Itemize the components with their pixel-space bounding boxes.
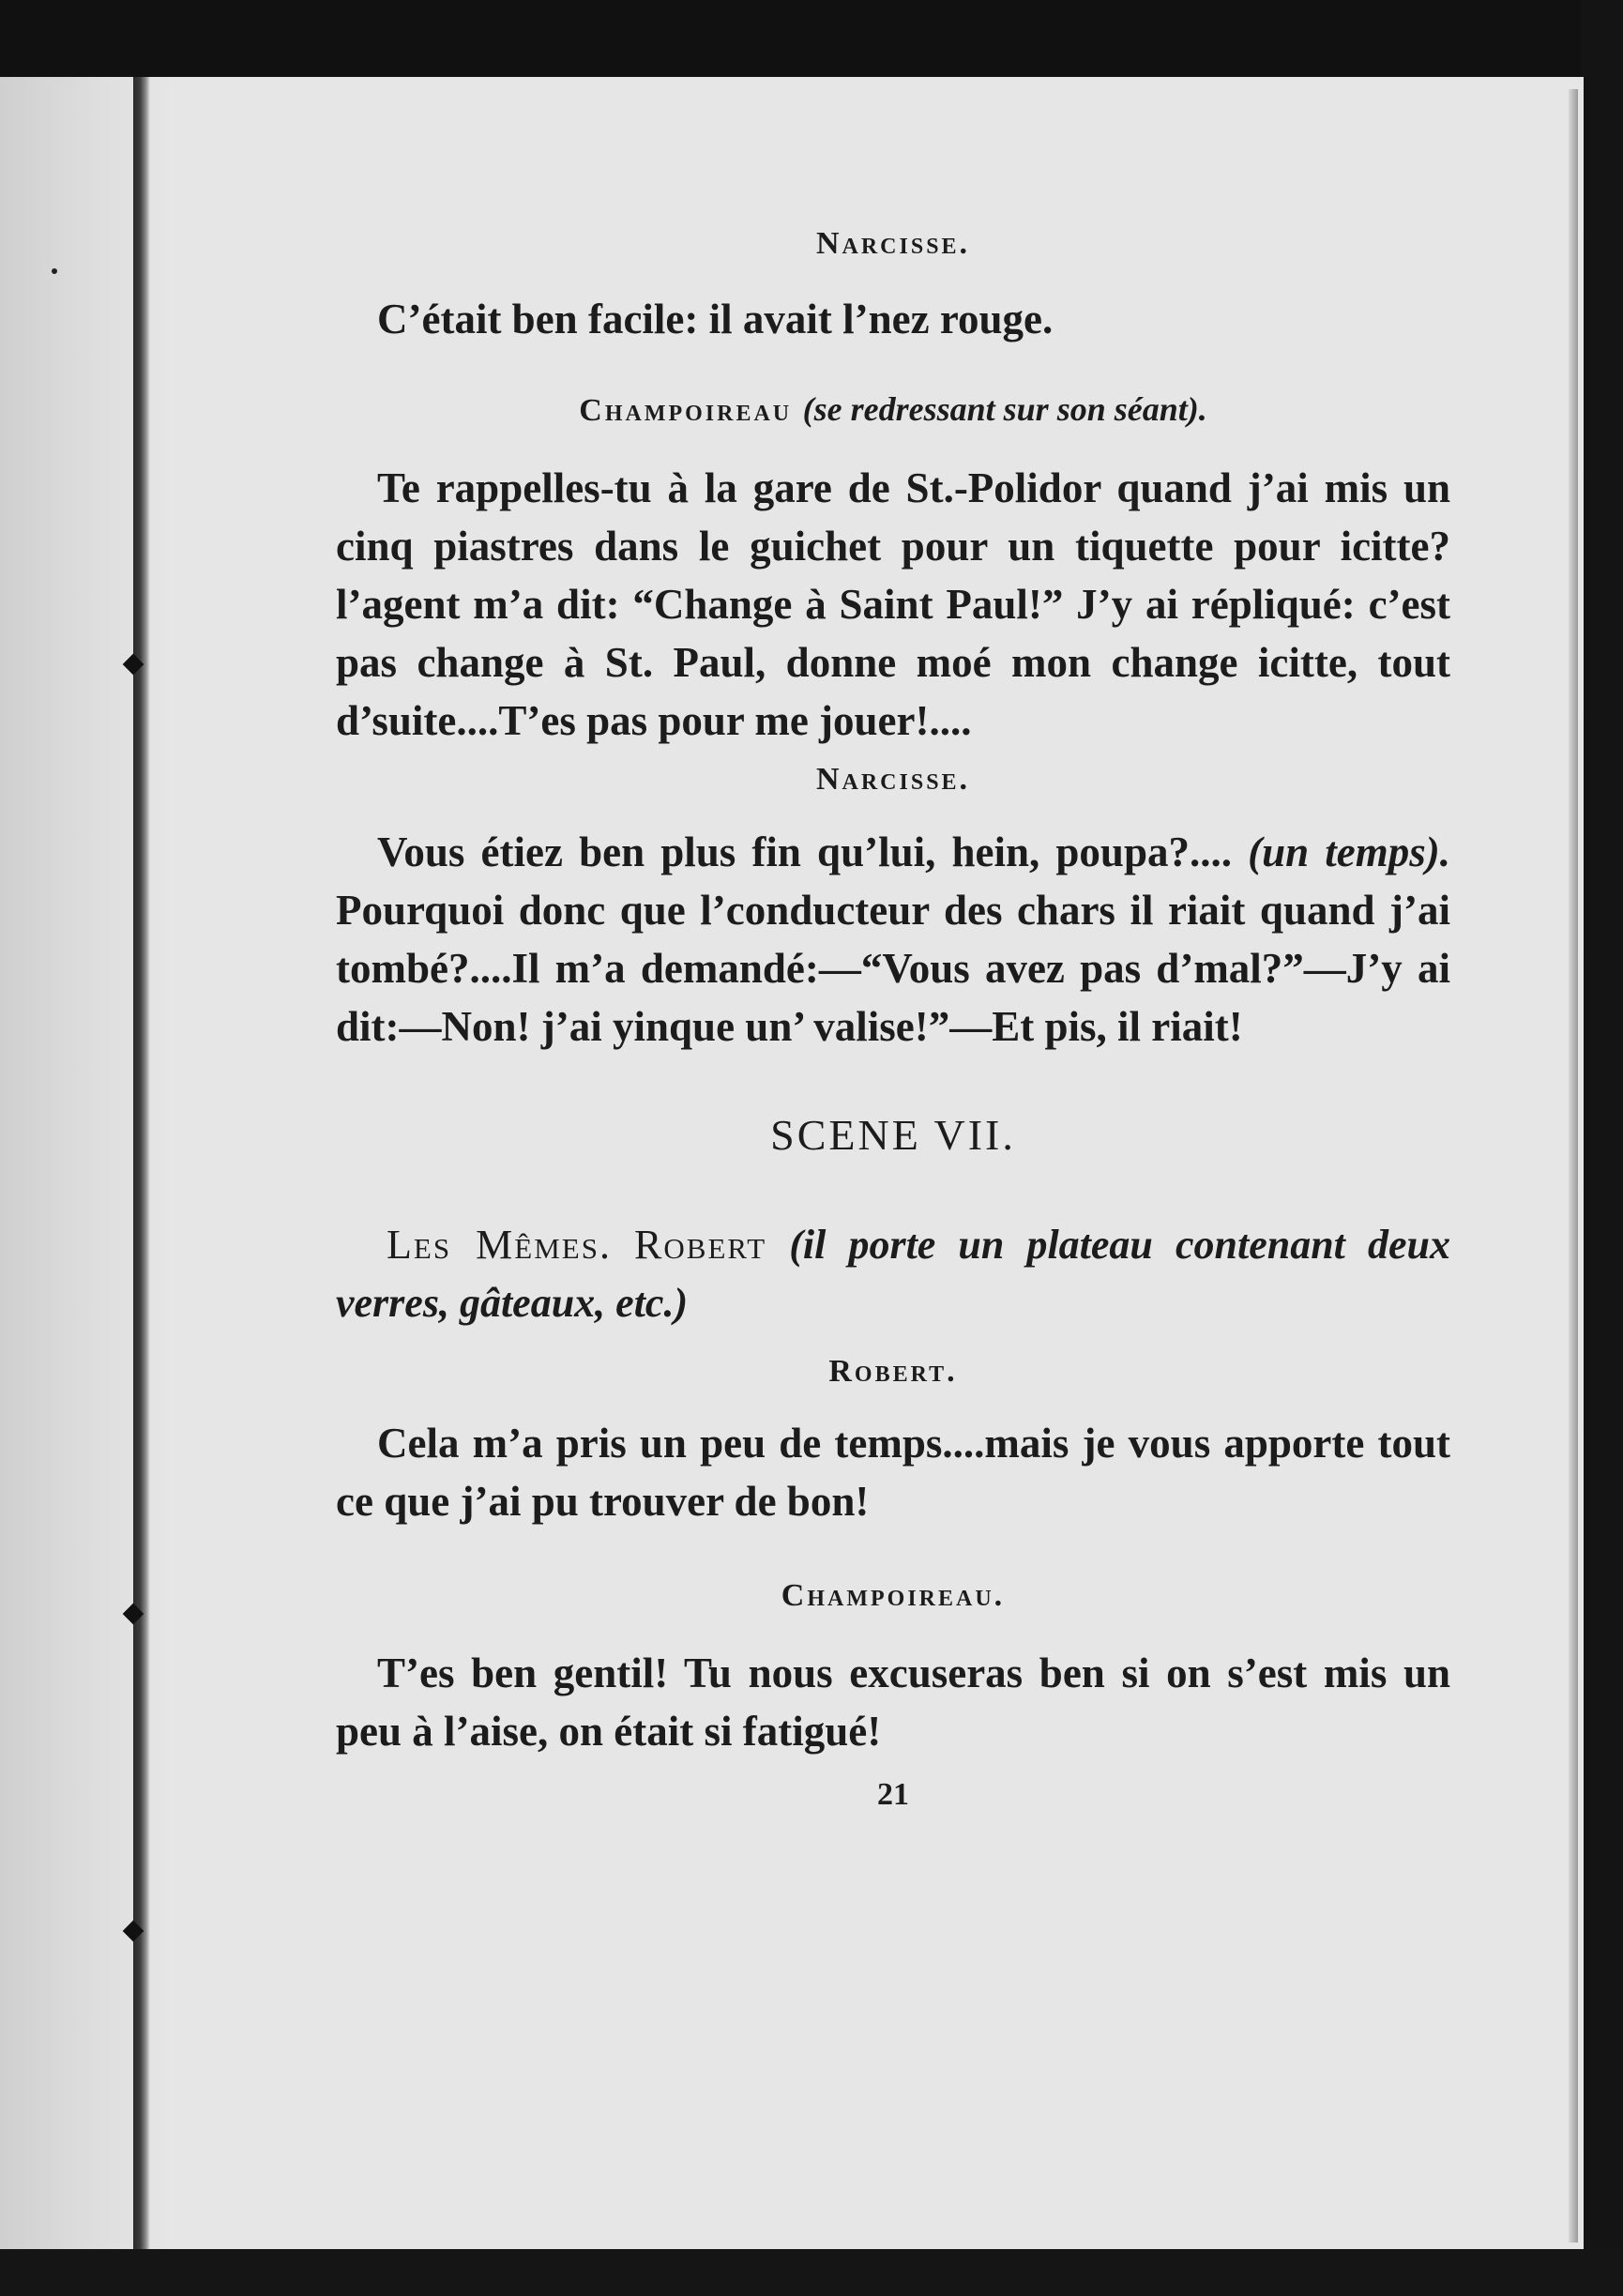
dialogue-line: T’es ben gentil! Tu nous excuseras ben si on s’est mis un peu à l’aise, on était si fatigué! bbox=[336, 1649, 1450, 1755]
scan-border-top bbox=[0, 0, 1623, 84]
speaker-champoireau: Champoireau. bbox=[781, 1578, 1006, 1614]
ink-speck bbox=[52, 268, 57, 274]
dialogue-line: C’était ben facile: il avait l’nez rouge. bbox=[377, 295, 1054, 342]
dialogue-line: Cela m’a pris un peu de temps....mais je vous apporte tout ce que j’ai pu trouver de bon! bbox=[336, 1420, 1450, 1526]
scan-border-bottom bbox=[0, 2247, 1623, 2296]
dialogue-line: Te rappelles-tu à la gare de St.-Polidor quand j’ai mis un cinq piastres dans le guichet pour un tiquette pour icitte? l’agent m’a dit: “Change à Saint Paul!” J’y ai répliqué: c’est pas change à St. Paul, donne moé mon change icitte, tout d’suite....T’es pas pour me jouer!.... bbox=[336, 464, 1450, 744]
cast-name: Robert bbox=[634, 1222, 767, 1269]
scan-border-right bbox=[1581, 0, 1623, 2296]
speaker-champoireau bbox=[336, 389, 1450, 431]
dialogue-text: Vous étiez ben plus fin qu’lui, hein, poupa?.... bbox=[377, 829, 1232, 876]
page-edge bbox=[1569, 89, 1578, 2243]
speaker-name: Champoireau bbox=[579, 392, 793, 428]
speaker-robert: Robert. bbox=[828, 1354, 958, 1390]
scene-cast bbox=[336, 1216, 1450, 1332]
scene-title: SCENE VII. bbox=[770, 1111, 1016, 1160]
stage-direction: (se redressant sur son séant). bbox=[802, 389, 1207, 428]
stage-direction: (il porte un plateau contenant deux verres, gâteaux, etc.) bbox=[336, 1222, 1450, 1327]
stage-direction: (un temps). bbox=[1248, 829, 1450, 876]
page-number: 21 bbox=[877, 1776, 909, 1812]
dialogue-text: Pourquoi donc que l’conducteur des chars il riait quand j’ai tombé?....Il m’a demandé:—“Vous avez pas d’mal?”—J’y ai dit:—Non! j’ai yinque un’ valise!”—Et pis, il riait! bbox=[336, 887, 1450, 1051]
speaker-narcisse: Narcisse. bbox=[815, 226, 971, 261]
dialogue-line bbox=[336, 823, 1450, 1056]
page-text bbox=[336, 197, 1450, 1813]
speaker-narcisse: Narcisse. bbox=[815, 761, 971, 797]
cast-name: Les Mêmes. bbox=[387, 1222, 612, 1269]
